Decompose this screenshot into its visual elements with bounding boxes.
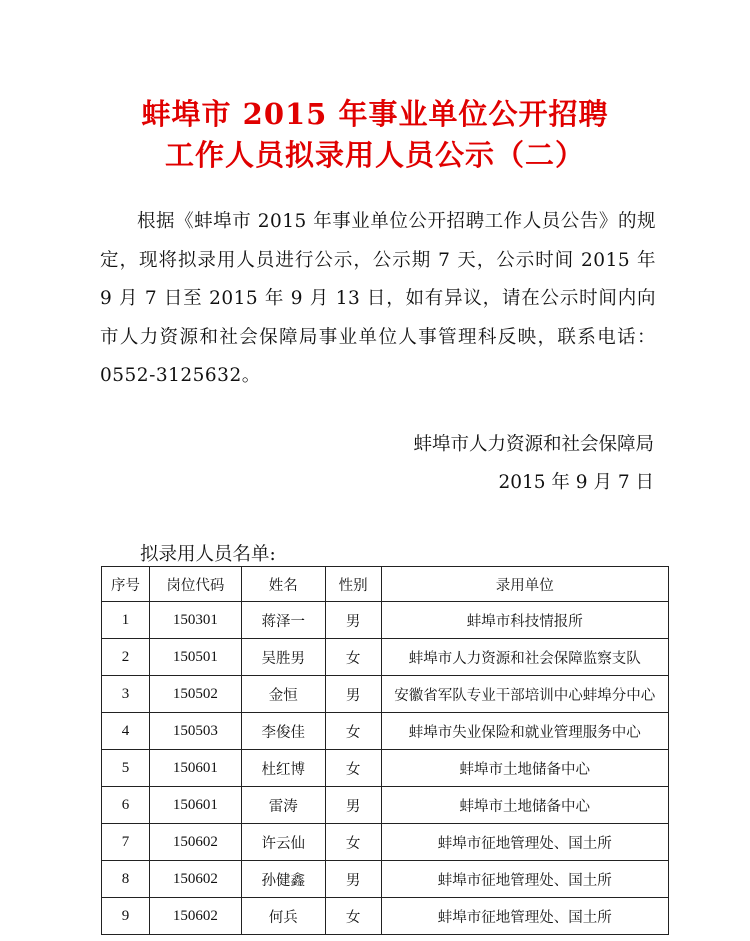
header-index: 序号 <box>102 567 150 602</box>
cell-name: 金恒 <box>241 676 325 713</box>
cell-employer: 蚌埠市征地管理处、国土所 <box>381 861 668 898</box>
cell-employer: 蚌埠市征地管理处、国土所 <box>381 824 668 861</box>
cell-employer: 蚌埠市人力资源和社会保障监察支队 <box>381 639 668 676</box>
cell-gender: 女 <box>325 639 381 676</box>
cell-name: 吴胜男 <box>241 639 325 676</box>
table-row <box>102 750 669 787</box>
cell-employer: 蚌埠市土地储备中心 <box>381 750 668 787</box>
header-position-code: 岗位代码 <box>149 567 241 602</box>
cell-name: 杜红博 <box>241 750 325 787</box>
cell-gender: 男 <box>325 676 381 713</box>
cell-employer: 蚌埠市失业保险和就业管理服务中心 <box>381 713 668 750</box>
cell-name: 蒋泽一 <box>241 602 325 639</box>
table-row <box>102 676 669 713</box>
announcement-body: 根据《蚌埠市 2015 年事业单位公开招聘工作人员公告》的规定，现将拟录用人员进行公示，公示期 7 天，公示时间 2015 年 9 月 7 日至 2015 年 9 月 13 日，如有异议，请在公示时间内向市人力资源和社会保障局事业单位人事管理科反映，联系电话：0552-3125632。 <box>100 211 656 386</box>
cell-employer: 安徽省军队专业干部培训中心蚌埠分中心 <box>381 676 668 713</box>
cell-position-code: 150601 <box>149 787 241 824</box>
header-name: 姓名 <box>241 567 325 602</box>
table-row <box>102 861 669 898</box>
cell-name: 孙健鑫 <box>241 861 325 898</box>
table-row <box>102 898 669 935</box>
cell-index: 2 <box>102 639 150 676</box>
cell-name: 雷涛 <box>241 787 325 824</box>
table-row <box>102 713 669 750</box>
cell-gender: 女 <box>325 824 381 861</box>
cell-index: 6 <box>102 787 150 824</box>
table-row <box>102 602 669 639</box>
header-employer: 录用单位 <box>381 567 668 602</box>
table-row <box>102 824 669 861</box>
cell-gender: 男 <box>325 602 381 639</box>
cell-gender: 男 <box>325 787 381 824</box>
signature-date: 2015 年 9 月 7 日 <box>498 472 654 493</box>
cell-position-code: 150602 <box>149 861 241 898</box>
cell-employer: 蚌埠市征地管理处、国土所 <box>381 898 668 935</box>
table-row <box>102 639 669 676</box>
cell-position-code: 150502 <box>149 676 241 713</box>
cell-gender: 女 <box>325 750 381 787</box>
document-title-line-2: 工作人员拟录用人员公示（二） <box>164 138 585 172</box>
cell-index: 8 <box>102 861 150 898</box>
cell-position-code: 150602 <box>149 898 241 935</box>
cell-index: 3 <box>102 676 150 713</box>
header-gender: 性别 <box>325 567 381 602</box>
table-header-row <box>102 567 669 602</box>
cell-employer: 蚌埠市土地储备中心 <box>381 787 668 824</box>
signature-organization: 蚌埠市人力资源和社会保障局 <box>413 434 654 455</box>
cell-position-code: 150501 <box>149 639 241 676</box>
cell-name: 许云仙 <box>241 824 325 861</box>
cell-index: 4 <box>102 713 150 750</box>
cell-position-code: 150503 <box>149 713 241 750</box>
list-title: 拟录用人员名单: <box>140 544 276 565</box>
cell-gender: 女 <box>325 713 381 750</box>
cell-employer: 蚌埠市科技情报所 <box>381 602 668 639</box>
cell-position-code: 150301 <box>149 602 241 639</box>
cell-index: 7 <box>102 824 150 861</box>
cell-index: 1 <box>102 602 150 639</box>
table-row <box>102 787 669 824</box>
candidates-table <box>101 566 669 935</box>
document-title-line-1: 蚌埠市 2015 年事业单位公开招聘 <box>141 97 609 131</box>
cell-name: 何兵 <box>241 898 325 935</box>
cell-position-code: 150601 <box>149 750 241 787</box>
cell-position-code: 150602 <box>149 824 241 861</box>
cell-gender: 女 <box>325 898 381 935</box>
cell-name: 李俊佳 <box>241 713 325 750</box>
cell-index: 5 <box>102 750 150 787</box>
cell-index: 9 <box>102 898 150 935</box>
cell-gender: 男 <box>325 861 381 898</box>
